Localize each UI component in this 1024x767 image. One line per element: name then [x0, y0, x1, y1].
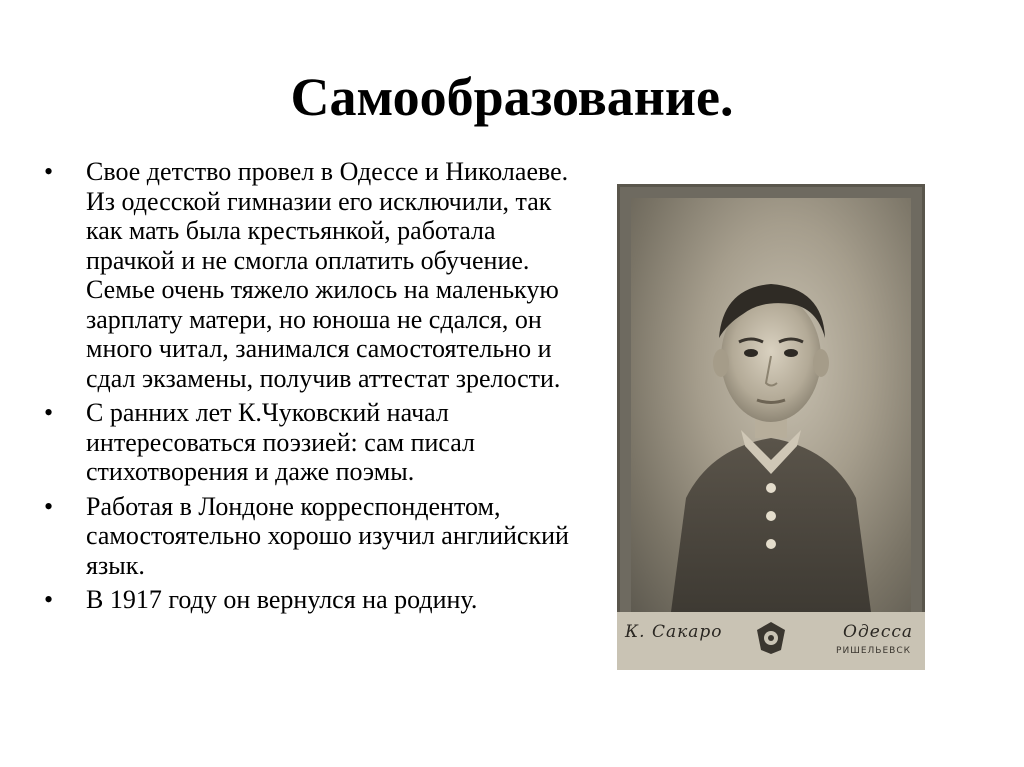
bullet-marker: •	[44, 157, 54, 186]
bullet-marker: •	[44, 585, 54, 614]
portrait-photo	[617, 184, 925, 670]
portrait-image-area	[631, 198, 911, 612]
bullet-text: Свое детство провел в Одессе и Николаеве. Из одесской гимназии его исключили, так как мать была крестьянкой, работала прачкой и не смогла оплатить обучение. Семье очень тяжело жилось на маленькую зарплату матери, но юноша не сдался, он много читал, занимался самостоятельно и сдал экзамены, получив аттестат зрелости.	[86, 157, 569, 393]
photo-studio-street: РИШЕЛЬЕВСК	[836, 646, 911, 656]
photo-studio-name: К. Сакаро	[625, 622, 723, 642]
bullet-item	[40, 585, 585, 615]
bullet-text: В 1917 году он вернулся на родину.	[86, 585, 478, 614]
bullet-item	[40, 398, 585, 487]
studio-emblem-icon	[751, 620, 791, 656]
bullet-marker: •	[44, 491, 54, 521]
bullet-marker: •	[44, 398, 54, 427]
photo-studio-city: Одесса	[843, 622, 913, 642]
bullet-text: Работая в Лондоне корреспондентом, самостоятельно хорошо изучил английский язык.	[86, 491, 569, 580]
slide-title: Самообразование.	[290, 67, 734, 127]
bullet-item	[40, 492, 585, 581]
photo-studio-imprint	[617, 612, 925, 670]
bullet-text: С ранних лет К.Чуковский начал интересоваться поэзией: сам писал стихотворения и даже поэмы.	[86, 398, 476, 486]
portrait-image	[631, 198, 911, 612]
bullet-list	[40, 157, 585, 620]
bullet-item	[40, 157, 585, 393]
